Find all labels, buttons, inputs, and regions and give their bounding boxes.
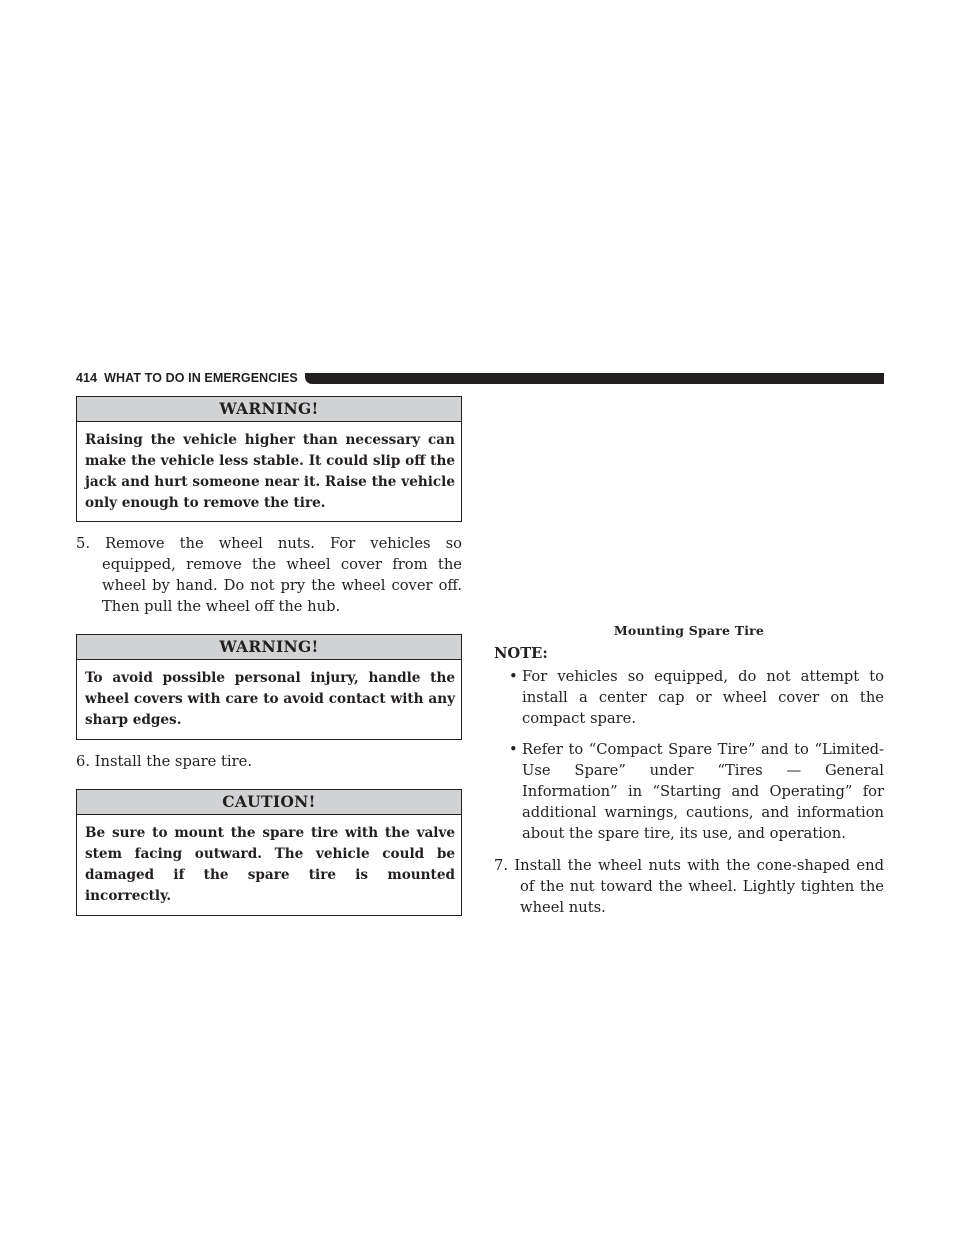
caution-text: Be sure to mount the spare tire with the valve stem facing outward. The vehicle could be damaged if the spare tire is mounted incorrectly. (85, 825, 455, 904)
step-7-text: 7. Install the wheel nuts with the cone-shaped end of the nut toward the wheel. Lightly tighten the wheel nuts. (494, 857, 884, 916)
left-column (76, 396, 462, 916)
figure-area (494, 396, 884, 622)
warning-text-2: To avoid possible personal injury, handle the wheel covers with care to avoid contact with any sharp edges. (85, 670, 455, 728)
page-number: 414 (76, 371, 98, 385)
section-title: WHAT TO DO IN EMERGENCIES (104, 371, 298, 385)
step-5-text: 5. Remove the wheel nuts. For vehicles so equipped, remove the wheel cover from the wheel by hand. Do not pry the wheel cover off. Then pull the wheel off the hub. (76, 535, 462, 615)
bullet-icon: • (509, 741, 518, 758)
list-item (494, 666, 884, 729)
note-label: NOTE: (494, 645, 548, 662)
bullet-text: Refer to “Compact Spare Tire” and to “Limited-Use Spare” under “Tires — General Information” in “Starting and Operating” for additional warnings, cautions, and information about the spare tire, its use, and operation. (522, 741, 884, 842)
step-6-text: 6. Install the spare tire. (76, 753, 252, 770)
page-header (76, 370, 884, 386)
bullet-text: For vehicles so equipped, do not attempt to install a center cap or wheel cover on the compact spare. (522, 668, 884, 727)
warning-title: WARNING! (77, 397, 461, 422)
caution-box (76, 789, 462, 916)
figure-caption: Mounting Spare Tire (613, 623, 765, 638)
caution-title: CAUTION! (77, 790, 461, 815)
bullet-icon: • (509, 668, 518, 685)
warning-box-2 (76, 634, 462, 740)
right-column (494, 396, 884, 918)
header-rule (305, 373, 884, 384)
warning-box (76, 396, 462, 522)
note-list (494, 666, 884, 844)
warning-text: Raising the vehicle higher than necessary can make the vehicle less stable. It could slip off the jack and hurt someone near it. Raise the vehicle only enough to remove the tire. (85, 432, 455, 511)
warning-title-2: WARNING! (77, 635, 461, 660)
list-item (494, 739, 884, 844)
